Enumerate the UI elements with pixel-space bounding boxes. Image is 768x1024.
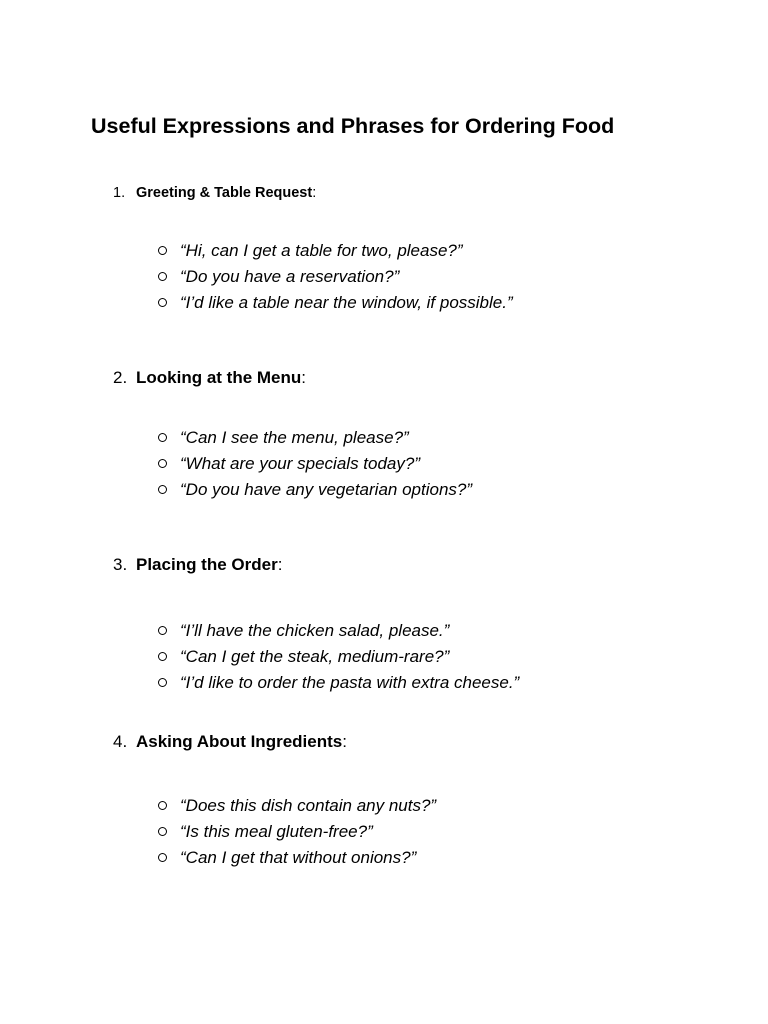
hollow-circle-bullet-icon (158, 827, 167, 836)
phrase-text: “Can I get the steak, medium-rare?” (180, 647, 450, 666)
section-colon: : (301, 368, 307, 387)
section-number: 4. (113, 732, 128, 751)
phrase-list-ingredients (158, 793, 436, 871)
list-item (158, 477, 472, 503)
list-item (158, 819, 436, 845)
hollow-circle-bullet-icon (158, 652, 167, 661)
list-item (158, 264, 513, 290)
phrase-text: “I’d like to order the pasta with extra cheese.” (180, 673, 520, 692)
list-item (158, 451, 472, 477)
list-item (158, 425, 472, 451)
hollow-circle-bullet-icon (158, 626, 167, 635)
list-item (158, 238, 513, 264)
phrase-text: “Hi, can I get a table for two, please?” (180, 241, 463, 260)
phrase-text: “What are your specials today?” (180, 454, 420, 473)
section-colon: : (312, 185, 317, 201)
phrase-list-order (158, 618, 519, 696)
section-heading-ingredients (113, 731, 347, 753)
list-item (158, 290, 513, 316)
phrase-text: “Do you have any vegetarian options?” (180, 480, 473, 499)
hollow-circle-bullet-icon (158, 678, 167, 687)
section-colon: : (342, 732, 347, 751)
hollow-circle-bullet-icon (158, 801, 167, 810)
phrase-text: “Can I get that without onions?” (180, 848, 417, 867)
list-item (158, 644, 519, 670)
hollow-circle-bullet-icon (158, 485, 167, 494)
list-item (158, 793, 436, 819)
list-item (158, 618, 519, 644)
phrase-text: “Do you have a reservation?” (180, 267, 400, 286)
hollow-circle-bullet-icon (158, 433, 167, 442)
phrase-text: “I’ll have the chicken salad, please.” (180, 621, 450, 640)
phrase-text: “I’d like a table near the window, if possible.” (180, 293, 513, 312)
list-item (158, 670, 519, 696)
section-heading-greeting (113, 182, 316, 204)
section-title: Asking About Ingredients (136, 732, 343, 751)
phrase-text: “Is this meal gluten-free?” (180, 822, 373, 841)
list-item (158, 845, 436, 871)
phrase-list-greeting (158, 238, 513, 316)
document-title: Useful Expressions and Phrases for Ordering Food (91, 114, 615, 138)
section-number: 3. (113, 555, 128, 574)
phrase-text: “Does this dish contain any nuts?” (180, 796, 437, 815)
section-number: 1. (113, 185, 126, 201)
section-heading-menu (113, 367, 306, 389)
section-title: Looking at the Menu (136, 368, 302, 387)
section-number: 2. (113, 368, 128, 387)
phrase-list-menu (158, 425, 472, 503)
phrase-text: “Can I see the menu, please?” (180, 428, 409, 447)
section-colon: : (277, 555, 283, 574)
hollow-circle-bullet-icon (158, 853, 167, 862)
hollow-circle-bullet-icon (158, 246, 167, 255)
section-title: Placing the Order (136, 555, 278, 574)
hollow-circle-bullet-icon (158, 272, 167, 281)
hollow-circle-bullet-icon (158, 298, 167, 307)
section-title: Greeting & Table Request (136, 185, 313, 201)
hollow-circle-bullet-icon (158, 459, 167, 468)
section-heading-order (113, 554, 282, 576)
